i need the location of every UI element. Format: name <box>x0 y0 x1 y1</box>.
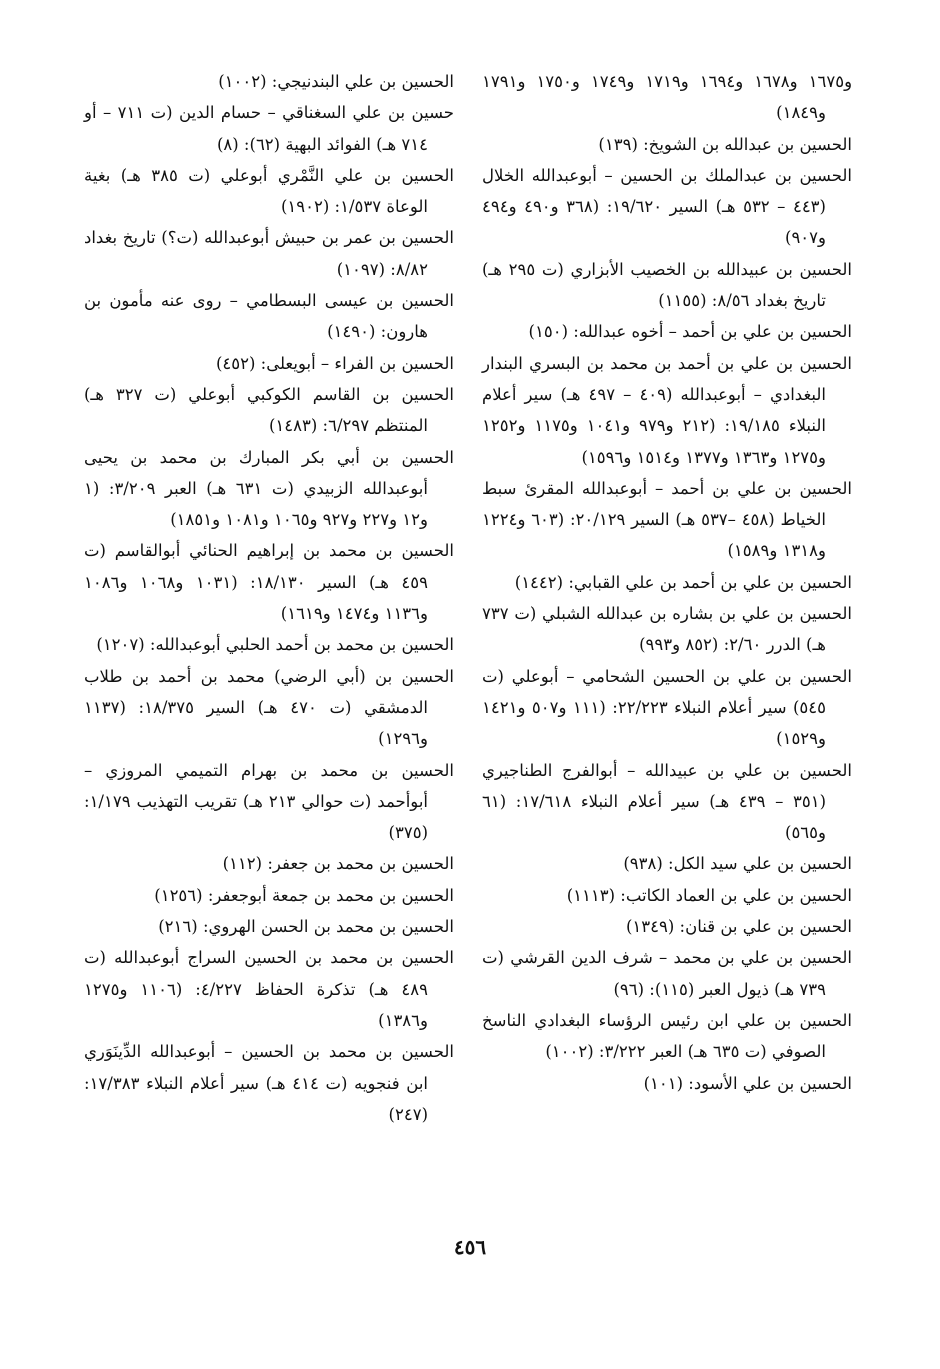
left-column <box>84 66 454 1130</box>
index-entry: الحسين بن عبيدالله بن الخصيب الأبزاري (ت ٢٩٥ هـ) تاريخ بغداد ٨/٥٦: (١١٥٥) <box>482 259 852 311</box>
index-entry: الحسين بن علي بن أحمد – أبوعبدالله المقرئ سبط الخياط (٤٥٨ –٥٣٧ هـ) السير ٢٠/١٢٩: (٦٠٣ و١٢٢٤ و١٣١٨ و١٥٨٩) <box>482 478 852 561</box>
index-entry: الحسين بن علي البندنيجي: (١٠٠٢) <box>218 72 454 91</box>
index-entry: الحسين بن علي بن العماد الكاتب: (١١١٣) <box>566 885 852 905</box>
index-entry: الحسين بن علي بن أحمد – أخوه عبدالله: (١٥٠) <box>528 322 852 342</box>
index-entry: الحسين بن عبدالملك بن الحسين – أبوعبدالله الخلال (٤٤٣ – ٥٣٢ هـ) السير ١٩/٦٢٠: (٣٦٨ و٤٩٠ و٤٩٤ و٩٠٧) <box>482 165 852 248</box>
index-entry: الحسين بن الفراء – أبويعلى: (٤٥٢) <box>215 353 454 373</box>
index-entry: الحسين بن محمد بن الحسين السراج أبوعبدالله (ت ٤٨٩ هـ) تذكرة الحفاظ ٤/٢٢٧: (١١٠٦ و١٢٧٥ و١٣٨٦) <box>84 948 454 1030</box>
index-entry: الحسين بن أبي بكر المبارك بن محمد بن يحيى أبوعبدالله الزبيدي (ت ٦٣١ هـ) العبر ٣/٢٠٩: (١ و١٢ و٢٢٧ و٩٢٧ و١٠٦٥ و١٠٨١ و١٨٥١) <box>84 447 454 530</box>
index-entry: الحسين بن محمد بن جعفر: (١١٢) <box>222 854 454 874</box>
index-entry: الحسين بن علي بن محمد – شرف الدين القرشي (ت ٧٣٩ هـ) ذيول العبر (١١٥): (٩٦) <box>482 948 852 999</box>
index-entry: الحسين بن علي سيد الكل: (٩٣٨) <box>623 854 852 874</box>
index-entry: الحسين بن محمد بن الحسن الهروي: (٢١٦) <box>158 917 454 937</box>
index-entry: حسين بن علي السغناقي – حسام الدين (ت ٧١١ – أو ٧١٤ هـ) الفوائد البهية (٦٢): (٨) <box>84 103 454 154</box>
index-entry: الحسين بن محمد بن أحمد الحلبي أبوعبدالله: (١٢٠٧) <box>96 635 454 655</box>
index-entry: الحسين بن علي بن أحمد بن علي القبابي: (١٤٤٢) <box>514 572 852 592</box>
index-entry: الحسين بن علي بن قنان: (١٣٤٩) <box>625 917 852 937</box>
index-entry: الحسين بن علي النَّمْري أبوعلي (ت ٣٨٥ هـ) بغية الوعاة ١/٥٣٧: (١٩٠٢) <box>84 165 454 217</box>
page-number: ٤٥٦ <box>453 1235 487 1259</box>
right-column <box>482 66 852 1099</box>
index-entry: الحسين بن عمر بن حبيش أبوعبدالله (ت؟) تاريخ بغداد ٨/٨٢: (١٠٩٧) <box>84 228 454 279</box>
index-entry: الحسين بن (أبي الرضي) محمد بن أحمد بن طلاب الدمشقي (ت ٤٧٠ هـ) السير ١٨/٣٧٥: (١١٣٧ و١٢٩٦) <box>84 666 454 749</box>
index-entry: الحسين بن علي الأسود: (١٠١) <box>643 1073 852 1093</box>
index-entry: الحسين بن علي بن الحسين الشحامي – أبوعلي (ت ٥٤٥) سير أعلام النبلاء ٢٢/٢٢٣: (١١١ و٥٠٧ و١٤٢١ و١٥٢٩) <box>482 666 852 749</box>
index-entry: الحسين بن القاسم الكوكبي أبوعلي (ت ٣٢٧ هـ) المنتظم ٦/٢٩٧: (١٤٨٣) <box>84 384 454 436</box>
index-entry: الحسين بن محمد بن جمعة أبوجعفر: (١٢٥٦) <box>154 885 454 905</box>
index-entry: الحسين بن عيسى البسطامي – روى عنه مأمون بن هارون: (١٤٩٠) <box>84 291 454 342</box>
index-entry: الحسين بن علي بن بشاره بن عبدالله الشبلي (ت ٧٣٧ هـ) الدرر ٢/٦٠: (٨٥٢ و٩٩٣) <box>482 604 852 655</box>
index-entry: الحسين بن علي بن أحمد بن محمد بن البسري البندار البغدادي – أبوعبدالله (٤٠٩ – ٤٩٧ هـ) سير أعلام النبلاء ١٩/١٨٥: (٢١٢ و٩٧٩ و١٠٤١ و١١٧٥ و١٢٥٢ و١٢٧٥ و١٣٦٣ و١٣٧٧ و١٥١٤ و١٥٩٦) <box>482 353 852 467</box>
index-entry: الحسين بن محمد بن الحسين – أبوعبدالله الدِّينَوَري ابن فنجويه (ت ٤١٤ هـ) سير أعلام النبلاء ١٧/٣٨٣: (٢٤٧) <box>84 1042 454 1124</box>
index-entry: الحسين بن علي بن عبيدالله – أبوالفرج الطناجيري (٣٥١ – ٤٣٩ هـ) سير أعلام النبلاء ١٧/٦١٨: (٦١ و٥٦٥) <box>482 760 852 843</box>
index-entry: الحسين بن محمد بن إبراهيم الحنائي أبوالقاسم (ت ٤٥٩ هـ) السير ١٨/١٣٠: (١٠٣١ و١٠٦٨ و١٠٨٦ و١١٣٦ و١٤٧٤ و١٦١٩) <box>84 541 454 624</box>
index-entry: الحسين بن علي ابن رئيس الرؤساء البغدادي الناسخ الصوفي (ت ٦٣٥ هـ) العبر ٣/٢٢٢: (١٠٠٢) <box>482 1010 852 1062</box>
index-entry: و١٦٧٥ و١٦٧٨ و١٦٩٤ و١٧١٩ و١٧٤٩ و١٧٥٠ و١٧٩١ و١٨٤٩) <box>482 72 853 123</box>
index-entry: الحسين بن محمد بن بهرام التميمي المروزي – أبوأحمد (ت حوالي ٢١٣ هـ) تقريب التهذيب ١/١٧٩: (٣٧٥) <box>84 760 454 843</box>
index-entry: الحسين بن عبدالله بن الشويخ: (١٣٩) <box>598 134 852 154</box>
